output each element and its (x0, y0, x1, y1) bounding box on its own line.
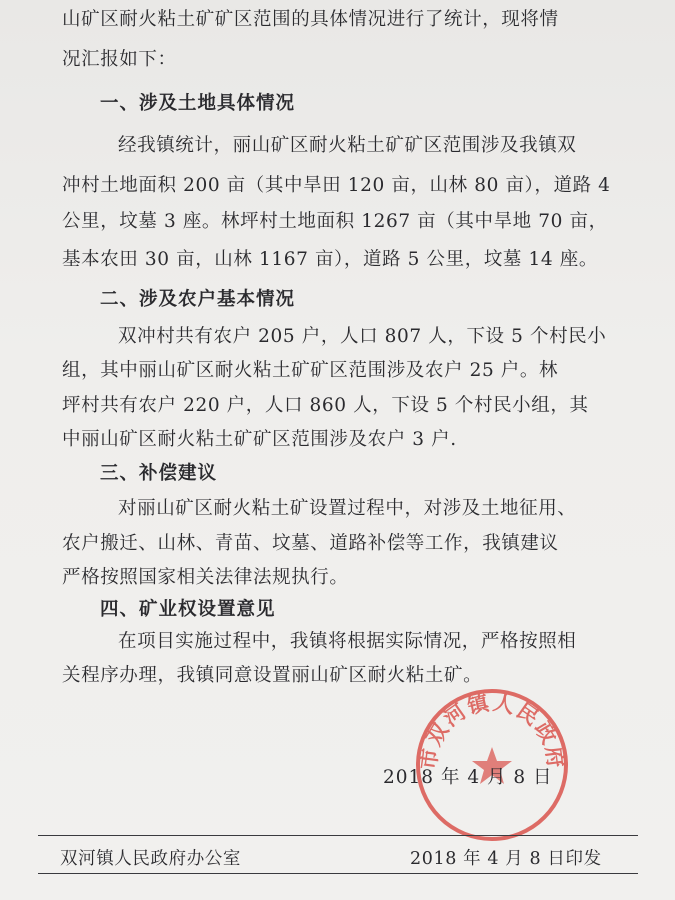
body-line: 严格按照国家相关法律法规执行。 (62, 567, 349, 588)
body-line: 关程序办理，我镇同意设置丽山矿区耐火粘土矿。 (62, 665, 483, 686)
footer-rule-top (38, 835, 638, 836)
body-line: 组，其中丽山矿区耐火粘土矿矿区范围涉及农户 25 户。林 (62, 360, 559, 381)
section-heading-2: 二、涉及农户基本情况 (100, 289, 296, 310)
body-line: 经我镇统计，丽山矿区耐火粘土矿矿区范围涉及我镇双 (118, 135, 577, 156)
footer-rule-bottom (38, 873, 638, 874)
body-line: 基本农田 30 亩，山林 1167 亩），道路 5 公里，坟墓 14 座。 (62, 249, 598, 270)
body-line: 双冲村共有农户 205 户，人口 807 人，下设 5 个村民小 (118, 326, 607, 347)
body-line: 农户搬迁、山林、青苗、坟墓、道路补偿等工作，我镇建议 (62, 533, 559, 554)
body-line: 在项目实施过程中，我镇将根据实际情况，严格按照相 (118, 631, 577, 652)
document-date: 2018 年 4 月 8 日 (383, 767, 553, 788)
print-date: 2018 年 4 月 8 日印发 (410, 849, 602, 869)
body-line: 公里，坟墓 3 座。林坪村土地面积 1267 亩（其中旱地 70 亩， (62, 211, 608, 232)
body-line: 对丽山矿区耐火粘土矿设置过程中，对涉及土地征用、 (118, 498, 577, 519)
body-line: 中丽山矿区耐火粘土矿矿区范围涉及农户 3 户. (62, 429, 457, 450)
section-heading-3: 三、补偿建议 (100, 463, 218, 484)
section-heading-1: 一、涉及土地具体情况 (100, 93, 296, 114)
body-line: 冲村土地面积 200 亩（其中旱田 120 亩，山林 80 亩），道路 4 (62, 175, 611, 196)
seal-text: 市双河镇人民政府 (415, 689, 569, 772)
body-line: 山矿区耐火粘土矿矿区范围的具体情况进行了统计，现将情 (62, 9, 559, 30)
issuing-office: 双河镇人民政府办公室 (60, 849, 241, 869)
section-heading-4: 四、矿业权设置意见 (100, 599, 276, 620)
body-line: 坪村共有农户 220 户，人口 860 人，下设 5 个村民小组，其 (62, 395, 589, 416)
body-line: 况汇报如下： (62, 49, 177, 70)
